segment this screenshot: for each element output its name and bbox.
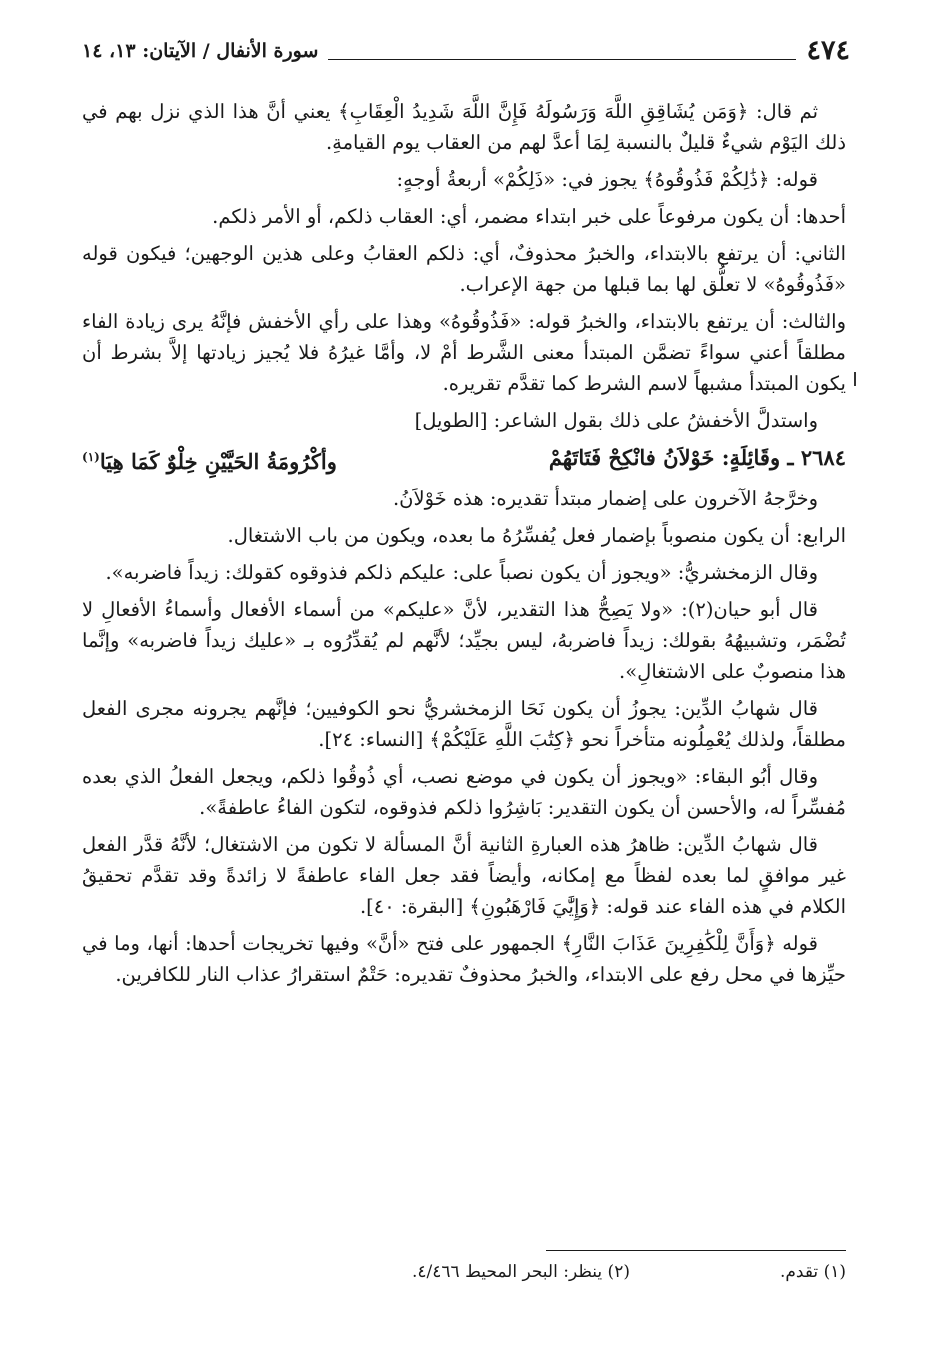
paragraph: قال شهابُ الدِّين: ظاهرُ هذه العبارةِ الثانية أنَّ المسألة لا تكون من الاشتغال؛ لأنَّهُ قدَّر الفعل غير موافقٍ لما بعده لفظاً مع إمكانه، وأيضاً فقد جعل الفاء عاطفةً لا زائدةً وقد تقدَّم تحقيقُ الكلام في هذه الفاء عند قوله: ﴿وَإِيَّٰيَ فَارْهَبُونِ﴾ [البقرة: ٤٠]. (82, 833, 846, 918)
page-header (82, 30, 850, 66)
footnote-rule (546, 1250, 846, 1251)
paragraph: وقال الزمخشريُّ: «ويجوز أن يكون نصباً على: عليكم ذلكم فذوقوه كقولك: زيداً فاضربه». (105, 561, 818, 584)
paragraph: وقال أبُو البقاء: «ويجوز أن يكون في موضع نصب، أي ذُوقُوا ذلكم، ويجعل الفعلُ الذي بعده مُفسِّراً له، والأحسن أن يكون التقدير: بَاشِرُوا ذلكم فذوقوه، لتكون الفاءُ عاطفةً». (82, 765, 846, 819)
paragraph: واستدلَّ الأخفشُ على ذلك بقول الشاعر: [الطويل] (414, 409, 818, 432)
poem-first-hemistich (549, 442, 846, 477)
footnote-1: (١) تقدم. (779, 1262, 846, 1282)
footnote-2: (٢) ينظر: البحر المحيط ٤/٤٦٦. (412, 1262, 630, 1282)
poem-number: ٢٦٨٤ ـ (787, 445, 846, 470)
poem-verse (82, 442, 846, 477)
paragraph: الرابع: أن يكون منصوباً بإضمار فعل يُفسِّرُهُ ما بعده، ويكون من باب الاشتغال. (227, 524, 846, 547)
poem-first-half: وقَائِلَةٍ: خَوْلاَنُ فانْكِحْ فَتَاتَهُمْ (548, 445, 781, 470)
main-text (82, 96, 846, 996)
page-number: ٤٧٤ (806, 35, 850, 66)
paragraph: والثالث: أن يرتفع بالابتداء، والخبرُ قوله: «فَذُوقُوهُ» وهذا على رأي الأخفش فإنَّهُ يرى زيادة الفاء مطلقاً أعني سواءً تضمَّن المبتدأ معنى الشَّرط أمْ لا، وأمَّا غيرُهُ فلا يُجيز زيادتها إلاَّ بشرط أن يكون المبتدأ مشبهاً لاسم الشرط كما تقدَّم تقريره. (82, 310, 846, 395)
footnotes (82, 1262, 846, 1282)
paragraph: قال أبو حيان(٢): «ولا يَصِحُّ هذا التقدير، لأنَّ «عليكم» من أسماء الأفعال وأسماءُ الأفعالِ لا تُضْمَر، وتشبيهُهُ بقولك: زيداً فاضربهُ، ليس بجيِّد؛ لأنَّهم لم يُقدِّرُوه بـ «عليك زيداً فاضربه» وإنَّما هذا منصوبٌ على الاشتغالِ». (82, 598, 846, 683)
running-title: سورة الأنفال / الآيتان: ١٣، ١٤ (82, 40, 319, 62)
poem-second-half: وأكْرُومَةُ الحَيَّيْنِ خِلْوٌ كَمَا هِيَا (99, 449, 337, 474)
header-rule (328, 59, 796, 60)
margin-mark (854, 372, 856, 386)
paragraph: قوله: ﴿ذَٰلِكُمْ فَذُوقُوهُ﴾ يجوز في: «ذَلِكُمْ» أربعةُ أوجهٍ: (396, 168, 818, 191)
paragraph: ثم قال: ﴿وَمَن يُشَاقِقِ اللَّهَ وَرَسُولَهُ فَإِنَّ اللَّهَ شَدِيدُ الْعِقَابِ﴾ يعني أنَّ هذا الذي نزل بهم في ذلك اليَوْم شيءٌ قليلٌ بالنسبة لِمَا أعدَّ لهم من العقاب يوم القيامةِ. (82, 100, 846, 154)
paragraph: قال شهابُ الدِّين: يجوزُ أن يكون نَحَا الزمخشريُّ نحو الكوفيين؛ فإنَّهم يجرونه مجرى الفعل مطلقاً، ولذلك يُعْمِلُونه متأخراً نحو ﴿كِتَٰبَ اللَّهِ عَلَيْكُمْ﴾ [النساء: ٢٤]. (82, 697, 846, 751)
poem-second-hemistich (82, 442, 337, 477)
paragraph: قوله ﴿وَأَنَّ لِلْكَٰفِرِينَ عَذَابَ النَّارِ﴾ الجمهور على فتح «أنَّ» وفيها تخريجات أحدها: أنها، وما في حيِّزها في محل رفع على الابتداء، والخبرُ محذوفٌ تقديره: حَتْمٌ استقرارُ عذاب النار للكافرين. (82, 932, 846, 986)
paragraph: أحدها: أن يكون مرفوعاً على خبر ابتداء مضمر، أي: العقاب ذلكم، أو الأمر ذلكم. (212, 205, 846, 228)
paragraph: وخرَّجهُ الآخرون على إضمار مبتدأ تقديره: هذه خَوْلاَنُ. (392, 487, 818, 510)
paragraph: الثاني: أن يرتفع بالابتداء، والخبرُ محذوفٌ، أي: ذلكم العقابُ وعلى هذين الوجهين؛ فيكون قوله «فَذُوقُوهُ» لا تعلُّق لها بما قبلها من جهة الإعراب. (82, 242, 846, 296)
footnote-ref: (١) (82, 450, 100, 464)
